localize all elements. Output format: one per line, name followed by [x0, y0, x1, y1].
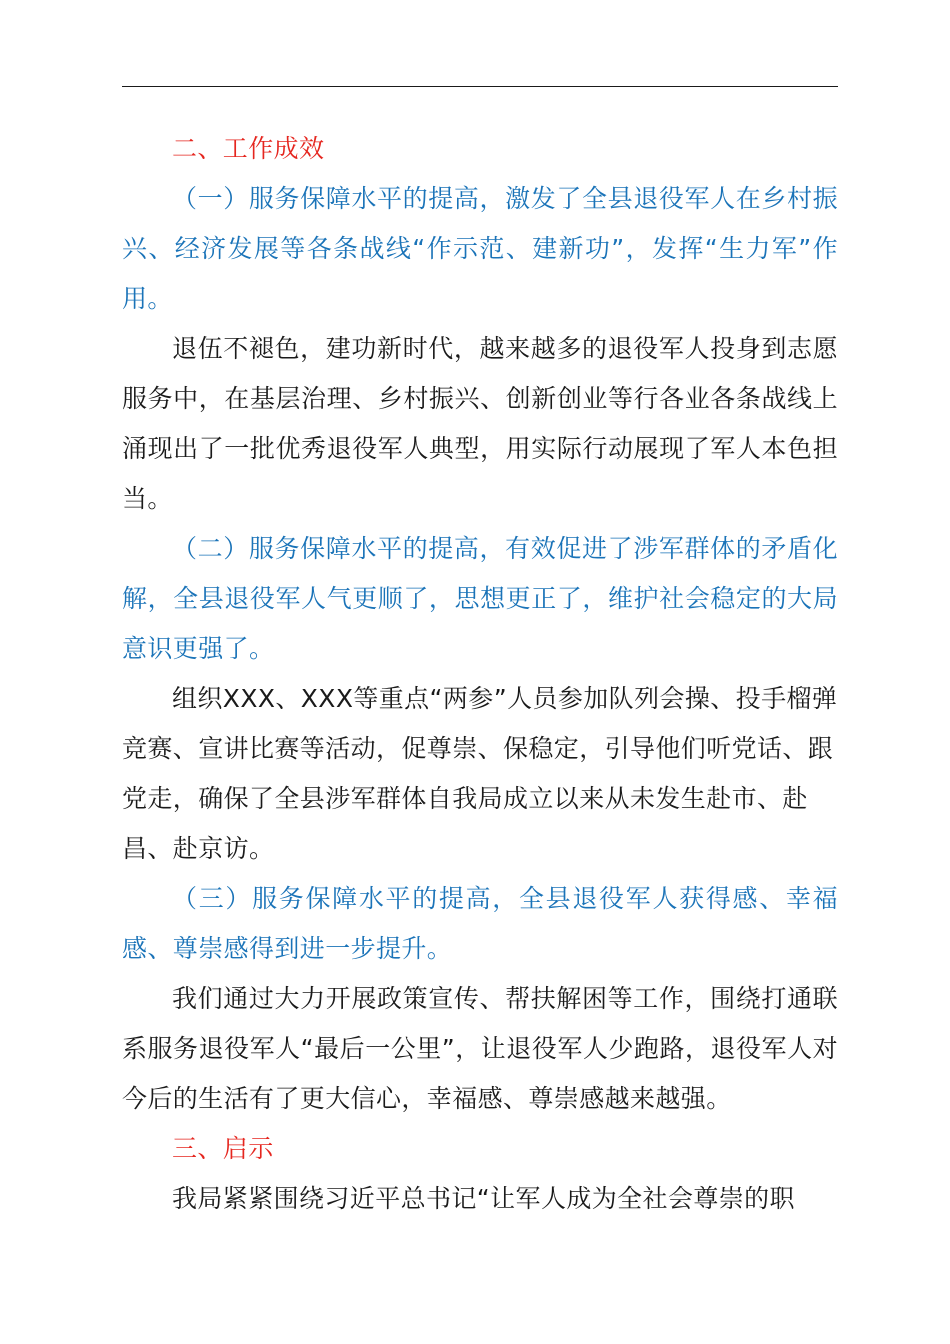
- header-rule: [122, 86, 838, 87]
- section-heading-3: 三、启示: [172, 1134, 274, 1163]
- subheading-1: （一）服务保障水平的提高，激发了全县退役军人在乡村振兴、经济发展等各条战线“作示范、建新功”，发挥“生力军”作用。: [122, 184, 838, 313]
- paragraph-3: 我们通过大力开展政策宣传、帮扶解困等工作，围绕打通联系服务退役军人“最后一公里”，让退役军人少跑路，退役军人对今后的生活有了更大信心，幸福感、尊崇感越来越强。: [122, 984, 838, 1113]
- section-heading-2: 二、工作成效: [172, 134, 325, 163]
- subheading-3: （三）服务保障水平的提高，全县退役军人获得感、幸福感、尊崇感得到进一步提升。: [122, 884, 838, 963]
- subheading-2: （二）服务保障水平的提高，有效促进了涉军群体的矛盾化解，全县退役军人气更顺了，思想更正了，维护社会稳定的大局意识更强了。: [122, 534, 838, 663]
- paragraph-1: 退伍不褪色，建功新时代，越来越多的退役军人投身到志愿服务中，在基层治理、乡村振兴、创新创业等行各业各条战线上涌现出了一批优秀退役军人典型，用实际行动展现了军人本色担当。: [122, 334, 838, 513]
- paragraph-2: 组织XXX、XXX等重点“两参”人员参加队列会操、投手榴弹竞赛、宣讲比赛等活动，促尊崇、保稳定，引导他们听党话、跟党走，确保了全县涉军群体自我局成立以来从未发生赴市、赴昌、赴京访。: [122, 684, 838, 863]
- paragraph-4: 我局紧紧围绕习近平总书记“让军人成为全社会尊崇的职: [172, 1184, 795, 1213]
